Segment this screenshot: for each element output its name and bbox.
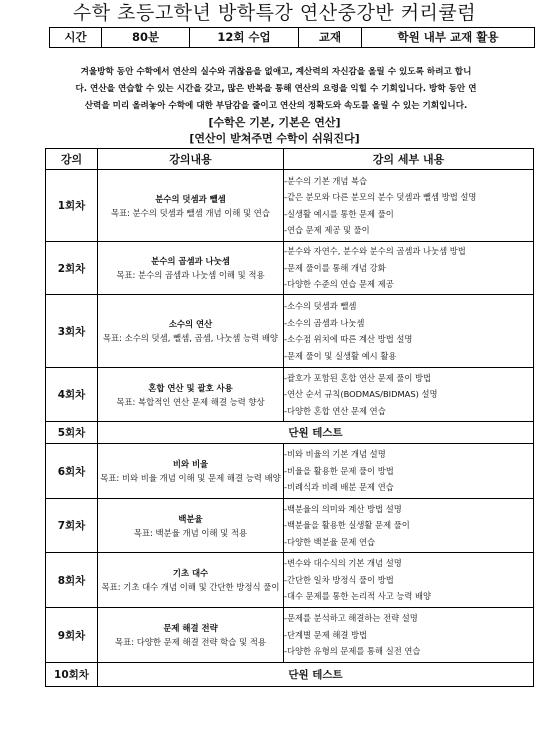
lesson-details: [284, 295, 534, 368]
table-row: [46, 368, 534, 422]
session-label: 5회차: [46, 422, 98, 444]
lesson-content: [98, 242, 284, 295]
lesson-title: 분수의 곱셈과 나눗셈: [151, 256, 230, 266]
table-row: [46, 295, 534, 368]
intro-line: 겨울방학 동안 수학에서 연산의 실수와 귀찮음을 없애고, 계산력의 자신감을 올릴 수 있도록 하려고 합니: [80, 67, 472, 77]
session-label: 7회차: [46, 499, 98, 553]
lesson-title: 소수의 연산: [168, 319, 213, 329]
detail-item: -비율을 활용한 문제 풀이 방법: [284, 465, 394, 476]
unit-test: 단원 테스트: [98, 422, 534, 444]
detail-item: -괄호가 포함된 혼합 연산 문제 풀이 방법: [284, 372, 432, 383]
lesson-title: 백분율: [178, 513, 203, 524]
detail-item: -비례식과 비례 배분 문제 연습: [284, 482, 394, 493]
detail-item: -단계별 문제 해결 방법: [284, 629, 368, 640]
time-label: 시간: [50, 28, 102, 48]
lesson-content: [98, 295, 284, 368]
table-row: [46, 170, 534, 242]
detail-item: -문제 풀이를 통해 개념 강화: [284, 262, 386, 273]
material-label: 교재: [299, 28, 362, 48]
lesson-details: [284, 553, 534, 608]
lesson-goal: 목표: 비와 비율 개념 이해 및 문제 해결 능력 배양: [100, 473, 281, 483]
detail-item: -대수 문제를 통한 논리적 사고 능력 배양: [284, 591, 432, 602]
detail-item: -분수와 자연수, 분수와 분수의 곱셈과 나눗셈 방법: [284, 246, 466, 257]
lesson-title: 분수의 덧셈과 뺄셈: [155, 193, 226, 204]
intro-text: [30, 64, 522, 115]
curriculum-table: [45, 148, 534, 687]
lesson-title: 문제 해결 전략: [163, 623, 218, 633]
detail-item: -다양한 유형의 문제를 통해 실전 연습: [284, 646, 421, 657]
detail-item: -변수와 대수식의 기본 개념 설명: [284, 558, 402, 569]
detail-item: -소수의 덧셈과 뺄셈: [284, 301, 357, 311]
lesson-details: [284, 499, 534, 553]
detail-item: -같은 분모와 다른 분모의 분수 덧셈과 뺄셈 방법 설명: [284, 192, 477, 202]
time-value: 80분: [102, 28, 190, 48]
detail-item: -소수의 곱셈과 나눗셈: [284, 317, 365, 328]
lesson-goal: 목표: 복합적인 연산 문제 해결 능력 향상: [116, 396, 265, 407]
session-label: 3회차: [46, 295, 98, 368]
lesson-goal: 목표: 소수의 덧셈, 뺄셈, 곱셈, 나눗셈 능력 배양: [102, 333, 279, 343]
table-row: [46, 499, 534, 553]
session-label: 4회차: [46, 368, 98, 422]
detail-item: -소수점 위치에 따른 계산 방법 설명: [284, 334, 413, 344]
session-label: 8회차: [46, 553, 98, 608]
header-session: 강의: [46, 149, 98, 170]
intro-line: 다. 연산을 연습할 수 있는 시간을 갖고, 많은 반복을 통해 연산의 요령을 익힐 수 기회입니다. 방학 동안 연: [75, 84, 477, 94]
session-label: 2회차: [46, 242, 98, 295]
lesson-content: [98, 444, 284, 499]
session-label: 9회차: [46, 608, 98, 663]
lesson-title: 혼합 연산 및 괄호 사용: [148, 382, 233, 393]
page-title: 수학 초등고학년 방학특강 연산중강반 커리큘럼: [72, 2, 477, 24]
lesson-content: [98, 553, 284, 608]
lesson-title: 비와 비율: [172, 459, 209, 469]
lesson-title: 기초 대수: [172, 568, 209, 578]
lesson-content: [98, 170, 284, 242]
detail-item: -문제 풀이 및 실생활 예시 활용: [284, 350, 397, 361]
session-label: 6회차: [46, 444, 98, 499]
material-value: 학원 내부 교재 활용: [362, 28, 535, 48]
detail-item: -백분율의 의미와 계산 방법 설명: [284, 503, 402, 514]
table-row: [46, 663, 534, 687]
detail-item: -다양한 수준의 연습 문제 제공: [284, 279, 394, 290]
lesson-goal: 목표: 다양한 문제 해결 전략 학습 및 적용: [115, 637, 266, 647]
lesson-details: [284, 608, 534, 663]
detail-item: -백분율을 활용한 실생활 문제 풀이: [284, 520, 410, 531]
detail-item: -다양한 백분율 문제 연습: [284, 536, 376, 547]
motto-line: [수학은 기본, 기본은 연산]: [208, 116, 341, 129]
lesson-details: [284, 444, 534, 499]
lesson-goal: 목표: 백분율 개념 이해 및 적용: [133, 527, 248, 538]
lesson-content: [98, 499, 284, 553]
table-row: [46, 422, 534, 444]
lesson-content: [98, 368, 284, 422]
unit-test: 단원 테스트: [98, 663, 534, 687]
detail-item: -실생활 예시를 통한 문제 풀이: [284, 208, 394, 219]
table-row: [46, 242, 534, 295]
lesson-goal: 목표: 분수의 덧셈과 뺄셈 개념 이해 및 연습: [111, 207, 270, 218]
table-row: [46, 608, 534, 663]
intro-line: 산력을 미리 올려놓아 수학에 대한 부담감을 줄이고 연산의 정확도와 속도를 올릴 수 있는 기회입니다.: [84, 101, 468, 111]
table-row: [46, 444, 534, 499]
lesson-details: [284, 368, 534, 422]
lesson-goal: 목표: 분수의 곱셈과 나눗셈 이해 및 적용: [116, 270, 265, 280]
detail-item: -연산 순서 규칙(BODMAS/BIDMAS) 설명: [284, 389, 438, 400]
lesson-content: [98, 608, 284, 663]
table-row: [46, 553, 534, 608]
detail-item: -분수의 기본 개념 복습: [284, 175, 368, 186]
header-details: 강의 세부 내용: [284, 149, 534, 170]
detail-item: -비와 비율의 기본 개념 설명: [284, 449, 386, 460]
session-label: 1회차: [46, 170, 98, 242]
lesson-details: [284, 242, 534, 295]
lesson-goal: 목표: 기초 대수 개념 이해 및 간단한 방정식 풀이: [101, 582, 280, 592]
session-label: 10회차: [46, 663, 98, 687]
detail-item: -간단한 일차 방정식 풀이 방법: [284, 574, 394, 585]
detail-item: -문제를 분석하고 해결하는 전략 설명: [284, 613, 418, 624]
motto-line: [연산이 받쳐주면 수학이 쉬워진다]: [189, 132, 360, 145]
detail-item: -다양한 혼합 연산 문제 연습: [284, 405, 386, 416]
header-content: 강의내용: [98, 149, 284, 170]
lesson-details: [284, 170, 534, 242]
info-table: [49, 27, 535, 48]
lesson-count: 12회 수업: [190, 28, 299, 48]
detail-item: -연습 문제 제공 및 풀이: [284, 225, 370, 235]
